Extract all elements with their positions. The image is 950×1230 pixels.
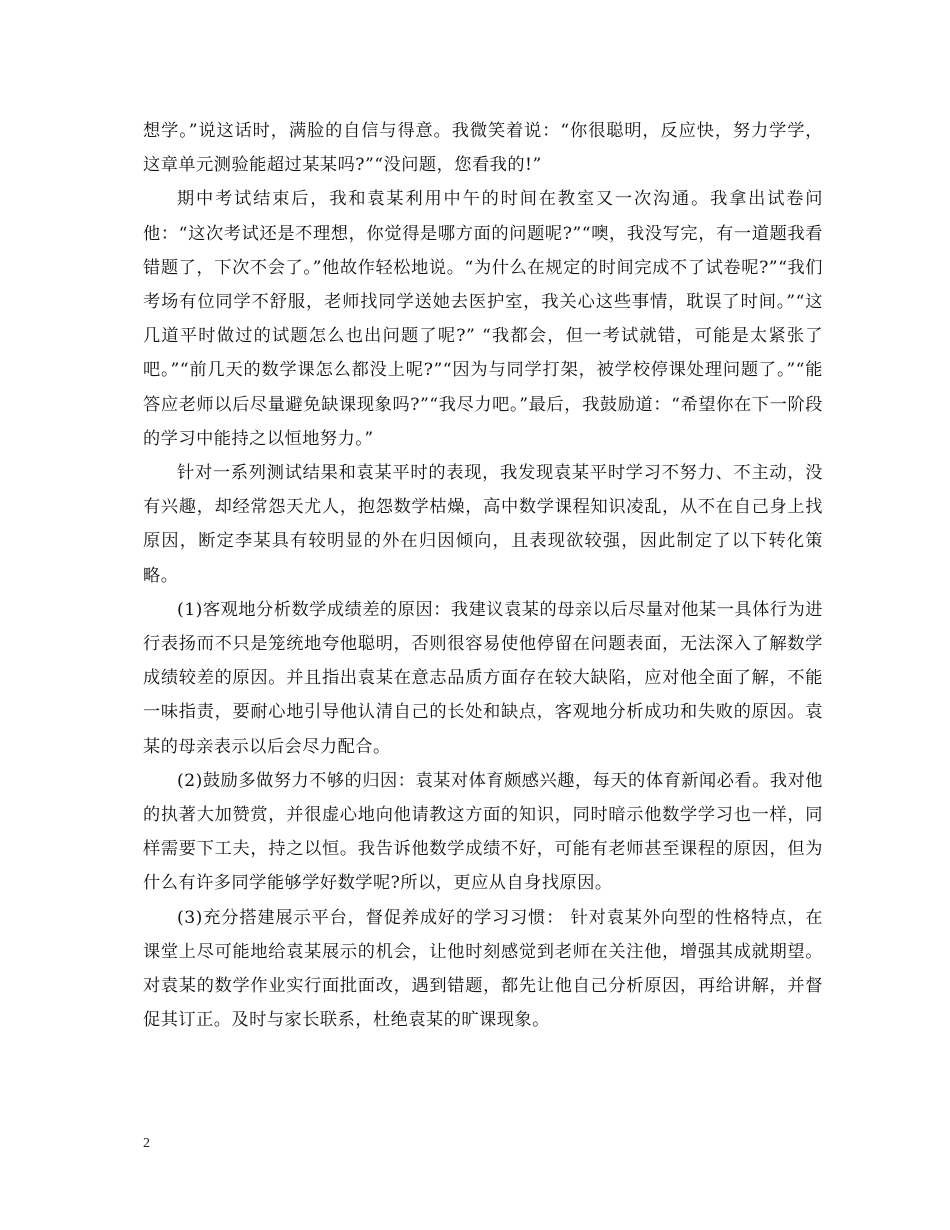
paragraph-4: (1)客观地分析数学成绩差的原因：我建议袁某的母亲以后尽量对他某一具体行为进行表扬而不只是笼统地夸他聪明，否则很容易使他停留在问题表面，无法深入了解数学成绩较差的原因。并且指出袁某在意志品质方面存在较大缺陷，应对他全面了解，不能一味指责，要耐心地引导他认清自己的长处和缺点，客观地分析成功和失败的原因。袁某的母亲表示以后会尽力配合。 bbox=[143, 599, 823, 757]
paragraph-2: 期中考试结束后，我和袁某利用中午的时间在教室又一次沟通。我拿出试卷问他：“这次考试还是不理想，你觉得是哪方面的问题呢?”“噢，我没写完，有一道题我看错题了，下次不会了。”他故作轻松地说。“为什么在规定的时间完成不了试卷呢?”“我们考场有位同学不舒服，老师找同学送她去医护室，我关心这些事情，耽误了时间。”“这几道平时做过的试题怎么也出问题了呢?” “我都会，但一考试就错，可能是太紧张了吧。”“前几天的数学课怎么都没上呢?”“因为与同学打架，被学校停课处理问题了。”“能答应老师以后尽量避免缺课现象吗?”“我尽力吧。”最后，我鼓励道：“希望你在下一阶段的学习中能持之以恒地努力。” bbox=[143, 189, 823, 449]
paragraph-3: 针对一系列测试结果和袁某平时的表现，我发现袁某平时学习不努力、不主动，没有兴趣，却经常怨天尤人，抱怨数学枯燥，高中数学课程知识凌乱，从不在自己身上找原因，断定李某具有较明显的外在归因倾向，且表现欲较强，因此制定了以下转化策略。 bbox=[143, 463, 823, 586]
paragraph-6: (3)充分搭建展示平台，督促养成好的学习习惯： 针对袁某外向型的性格特点，在课堂上尽可能地给袁某展示的机会，让他时刻感觉到老师在关注他，增强其成就期望。对袁某的数学作业实行面批面改，遇到错题，都先让他自己分析原因，再给讲解，并督促其订正。及时与家长联系，杜绝袁某的旷课现象。 bbox=[143, 907, 823, 1031]
page-number: 2 bbox=[143, 1136, 150, 1151]
paragraph-5: (2)鼓励多做努力不够的归因：袁某对体育颇感兴趣，每天的体育新闻必看。我对他的执著大加赞赏，并很虚心地向他请教这方面的知识，同时暗示他数学学习也一样，同样需要下工夫，持之以恒。我告诉他数学成绩不好，可能有老师甚至课程的原因，但为什么有许多同学能够学好数学呢?所以，更应从自身找原因。 bbox=[143, 770, 823, 894]
body-text bbox=[143, 114, 823, 1037]
paragraph-1: 想学。”说这话时，满脸的自信与得意。我微笑着说：“你很聪明，反应快，努力学学，这章单元测验能超过某某吗?”“没问题，您看我的!” bbox=[143, 121, 823, 176]
